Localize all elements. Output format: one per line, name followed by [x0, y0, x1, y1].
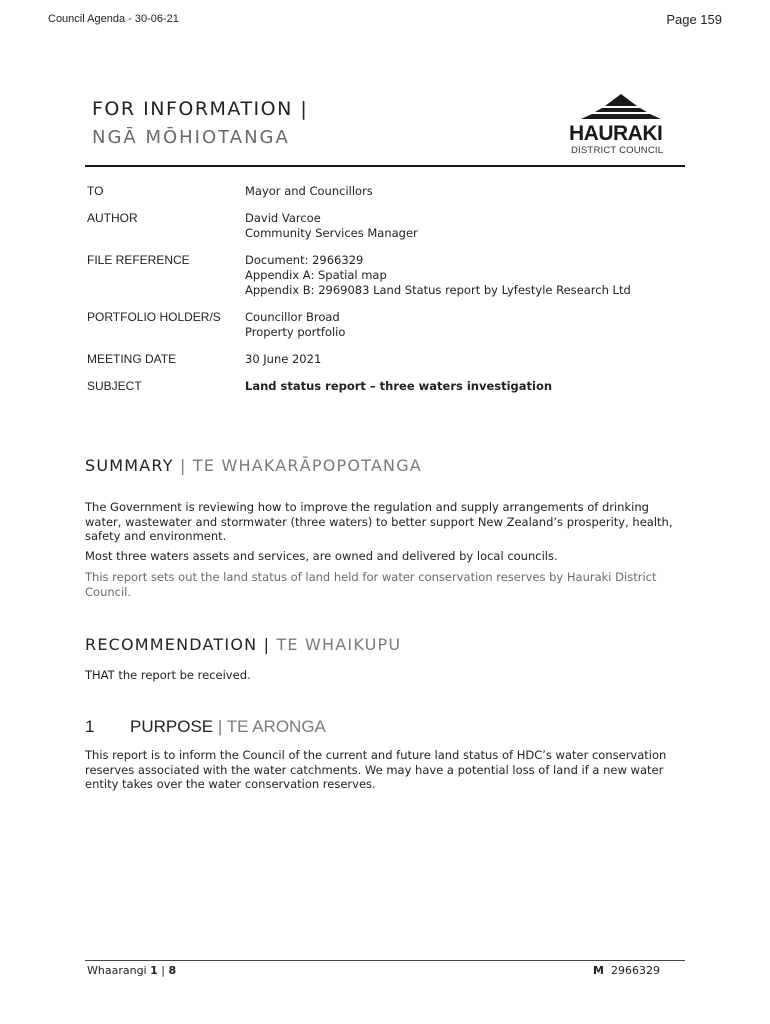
purpose-heading: [85, 717, 326, 737]
meta-line: 30 June 2021: [245, 352, 322, 366]
recommendation-title: RECOMMENDATION: [85, 635, 258, 654]
recommendation-heading: [85, 635, 401, 654]
meta-label: TO: [87, 184, 104, 198]
meta-value: [245, 310, 345, 340]
hauraki-logo: [565, 92, 677, 158]
meta-label: FILE REFERENCE: [87, 253, 190, 267]
mountain-logo-icon: [565, 92, 677, 122]
footer-separator: |: [157, 964, 169, 977]
footer-doc-number: 2966329: [610, 964, 660, 977]
meta-line: Property portfolio: [245, 325, 346, 339]
purpose-text: This report is to inform the Council of the current and future land status of HDC’s water conservation reserves associated with the water catchments. We may have a potential loss of land if a new water entity takes over the water conservation reserves.: [85, 748, 667, 791]
meta-line: Document: 2966329: [245, 253, 364, 267]
heading-separator: |: [173, 456, 193, 475]
meta-row-author: [87, 211, 687, 241]
logo-wordmark: HAURAKI: [569, 122, 663, 145]
agenda-header: Council Agenda - 30-06-21: [48, 13, 179, 25]
meta-row-portfolio-holder: [87, 310, 687, 340]
meta-row-meeting-date: [87, 352, 687, 367]
summary-paragraph-1: The Government is reviewing how to improve the regulation and supply arrangements of drinking water, wastewater and stormwater (three waters) to better support New Zealand’s prosperity, health, safety and environment.: [85, 500, 673, 543]
recommendation-text: THAT the report be received.: [85, 668, 251, 682]
meta-value: [245, 253, 631, 298]
heading-separator: |: [257, 635, 277, 654]
summary-title-maori: TE WHAKARĀPOPOTANGA: [192, 456, 422, 475]
metadata-table: [87, 184, 687, 406]
meta-label: PORTFOLIO HOLDER/S: [87, 310, 221, 324]
footer-doc-ref: [593, 964, 660, 977]
summary-paragraph-2: Most three waters assets and services, are owned and delivered by local councils.: [85, 549, 558, 563]
recommendation-title-maori: TE WHAIKUPU: [276, 635, 402, 654]
footer-page-total: 8: [168, 964, 177, 977]
meta-line: Appendix A: Spatial map: [245, 268, 387, 282]
meta-value: [245, 184, 373, 199]
page-number: Page 159: [666, 12, 722, 27]
meta-label: SUBJECT: [87, 379, 142, 393]
heading-separator: |: [213, 717, 227, 736]
footer-label: Whaarangi: [87, 964, 151, 977]
meta-value: [245, 211, 418, 241]
meta-line: Land status report – three waters investigation: [245, 379, 553, 393]
summary-title: SUMMARY: [85, 456, 174, 475]
logo-subtitle: DISTRICT COUNCIL: [571, 145, 664, 156]
meta-line: Mayor and Councillors: [245, 184, 373, 198]
footer-page-current: 1: [150, 964, 158, 977]
meta-value: [245, 352, 321, 367]
meta-label: MEETING DATE: [87, 352, 177, 366]
meta-line: David Varcoe: [245, 211, 321, 225]
doc-title-maori: NGĀ MŌHIOTANGA: [92, 127, 290, 148]
title-divider: [85, 165, 685, 167]
section-number: 1: [85, 717, 95, 736]
meta-value: [245, 379, 552, 394]
doc-title: FOR INFORMATION |: [92, 98, 309, 120]
meta-line: Councillor Broad: [245, 310, 340, 324]
meta-line: Community Services Manager: [245, 226, 418, 240]
summary-heading: [85, 456, 422, 475]
meta-row-subject: [87, 379, 687, 394]
purpose-title: PURPOSE: [130, 717, 214, 736]
summary-paragraph-3: This report sets out the land status of land held for water conservation reserves by Hauraki District Council.: [85, 570, 657, 599]
meta-row-file-reference: [87, 253, 687, 298]
footer-divider: [85, 960, 685, 961]
meta-label: AUTHOR: [87, 211, 138, 225]
meta-row-to: [87, 184, 687, 199]
footer-page-info: [87, 964, 176, 977]
footer-doc-prefix: M: [593, 964, 604, 977]
meta-line: Appendix B: 2969083 Land Status report by Lyfestyle Research Ltd: [245, 283, 631, 297]
purpose-title-maori: TE ARONGA: [226, 717, 326, 736]
